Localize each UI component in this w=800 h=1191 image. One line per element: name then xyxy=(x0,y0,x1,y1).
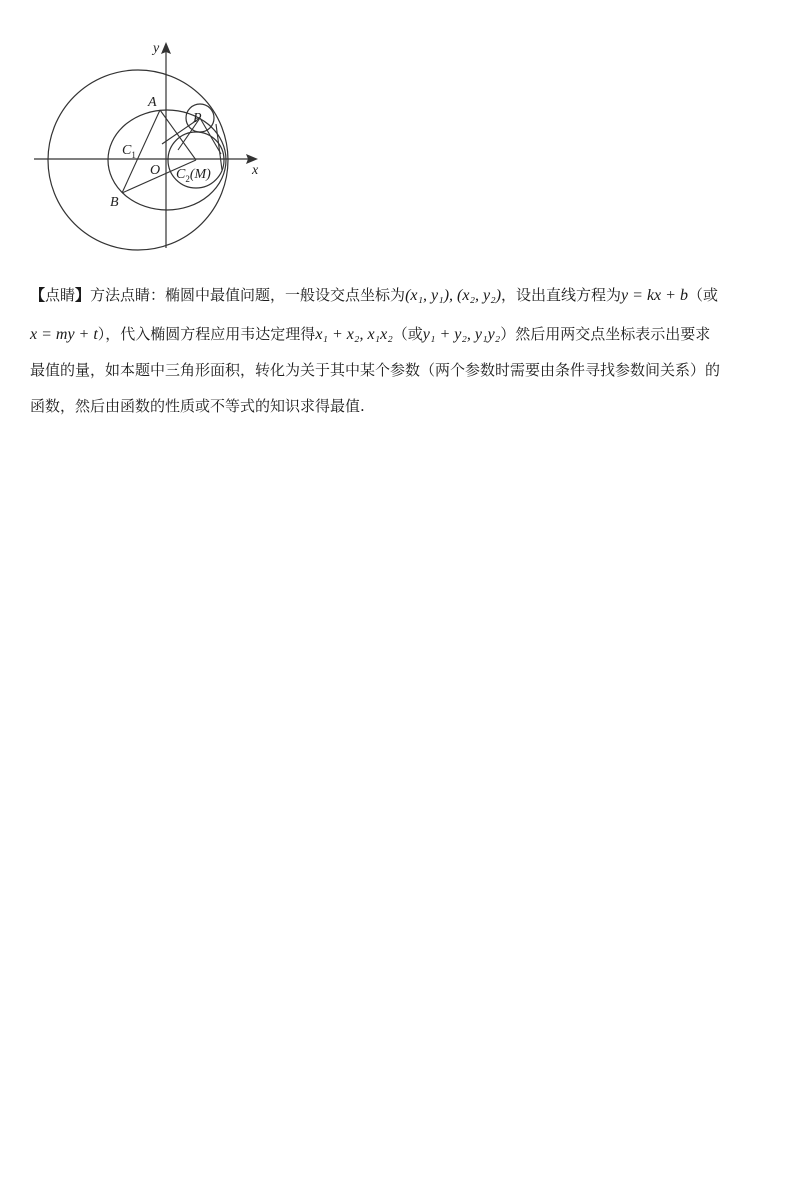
c2-sub: 2 xyxy=(185,174,190,184)
tag-open: 【 xyxy=(30,286,46,304)
c2-suffix: (M) xyxy=(189,167,211,182)
line2-text-a: ），代入椭圆方程应用韦达定理得 xyxy=(97,325,316,343)
tag-close: 】 xyxy=(75,286,91,304)
math-points: (x₁, y₁), (x₂, y₂) xyxy=(405,287,502,304)
c2-main: C xyxy=(176,167,186,182)
point-a-label: A xyxy=(148,95,157,110)
c2-label xyxy=(176,167,211,184)
line1-text-a: 方法点睛：椭圆中最值问题，一般设交点坐标为 xyxy=(90,286,406,304)
solution-note xyxy=(30,282,772,419)
ellipse-diagram xyxy=(30,38,275,268)
note-line-2 xyxy=(30,321,772,347)
line2-text-c: ）然后用两交点坐标表示出要求 xyxy=(500,325,711,343)
math-y-sums: y₁ + y₂, y₁y₂ xyxy=(422,326,501,343)
note-line-1 xyxy=(30,282,772,308)
line1-text-b: ，设出直线方程为 xyxy=(501,286,622,304)
tag-label: 点睛 xyxy=(45,286,76,304)
c1-label xyxy=(122,143,136,160)
origin-label: O xyxy=(150,163,161,178)
point-p-label: P xyxy=(193,111,202,126)
note-line-4: 函数，然后由函数的性质或不等式的知识求得最值. xyxy=(30,397,365,415)
line2-text-b: （或 xyxy=(392,325,423,343)
geometry-figure xyxy=(30,38,275,268)
note-line-3: 最值的量，如本题中三角形面积，转化为关于其中某个参数（两个参数时需要由条件寻找参数间关系）的 xyxy=(30,361,721,379)
outer-circle xyxy=(48,70,228,250)
math-line-equation: y = kx + b xyxy=(621,287,688,304)
c1-main: C xyxy=(122,143,132,158)
line1-text-c: （或 xyxy=(687,286,718,304)
c1-sub: 1 xyxy=(131,150,136,160)
math-alt-equation: x = my + t xyxy=(30,326,98,343)
math-x-sums: x₁ + x₂, x₁x₂ xyxy=(315,326,393,343)
x-axis-label: x xyxy=(252,163,259,178)
y-axis-label: y xyxy=(153,41,160,56)
ellipse-c1 xyxy=(108,110,226,210)
point-b-label: B xyxy=(110,195,119,210)
